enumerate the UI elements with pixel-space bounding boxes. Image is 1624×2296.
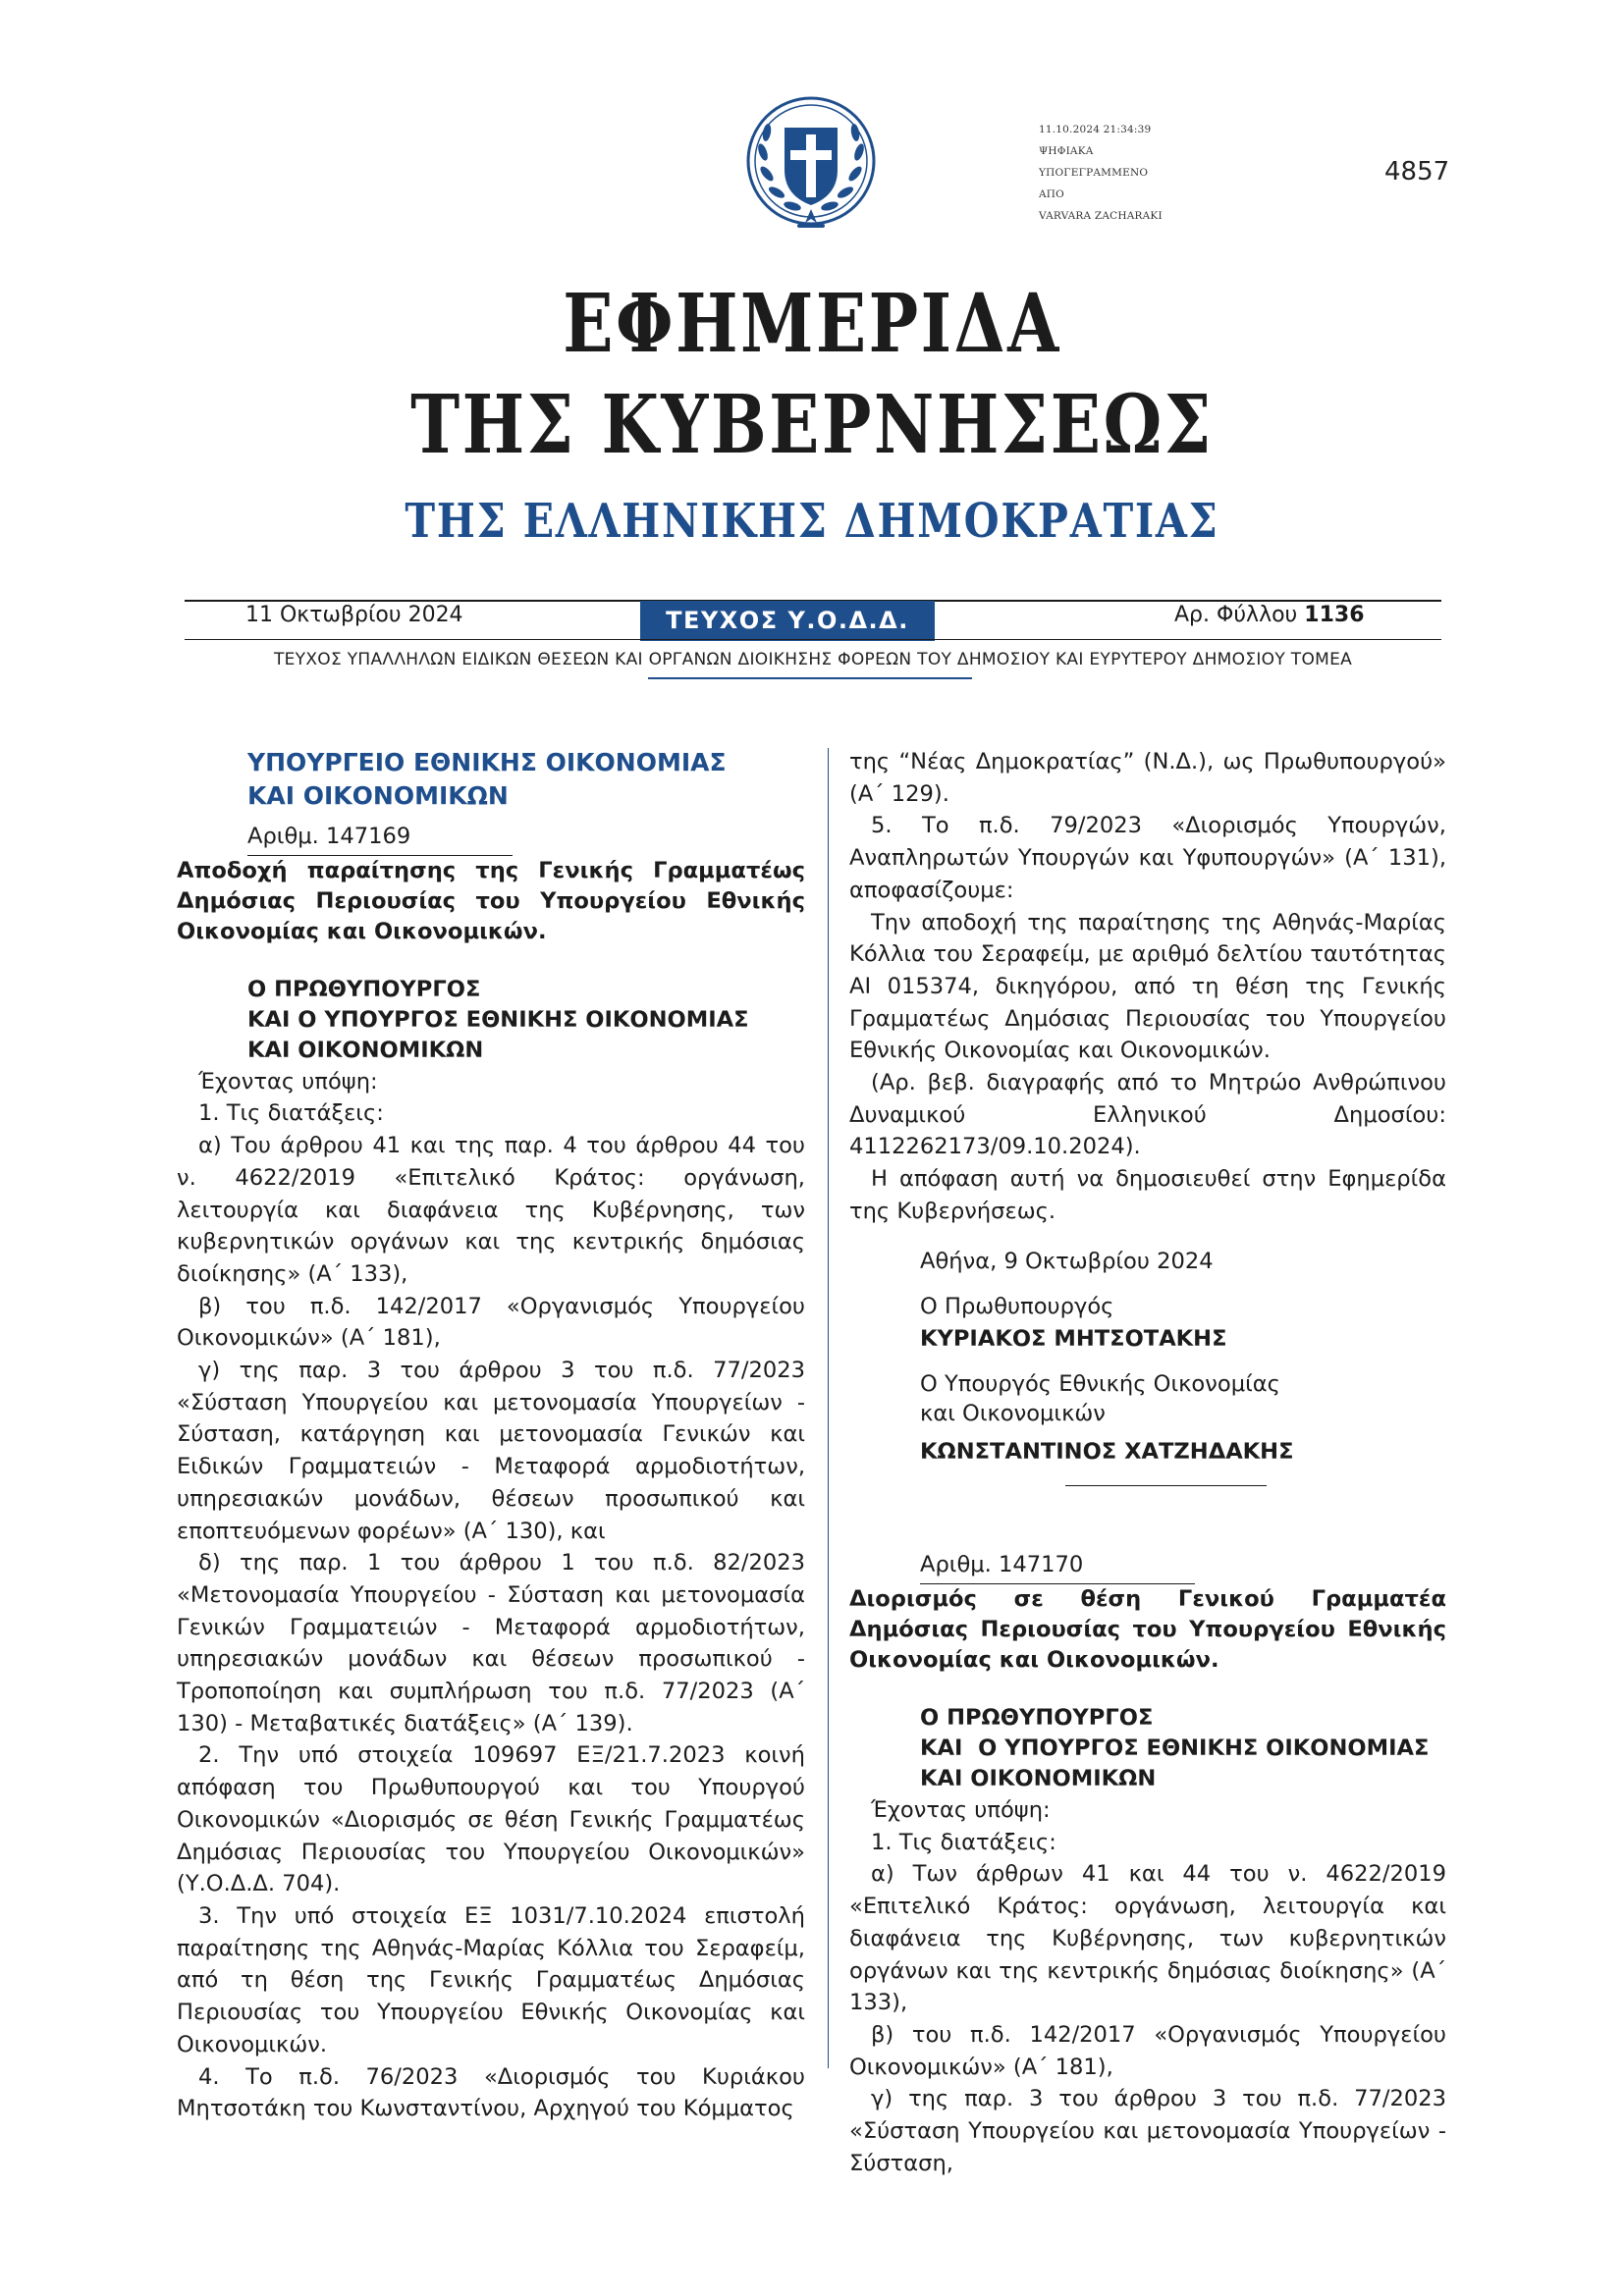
signature-signer: VARVARA ZACHARAKI [1039,210,1163,222]
paragraph: α) Των άρθρων 41 και 44 του ν. 4622/2019 «Επιτελικό Κράτος: οργάνωση, λειτουργία και διαφάνεια της Κυβέρνησης, των κυβερνητικών οργάνων και της κεντρικής δημόσιας διοίκησης» (Α΄ 133), [849,1861,1446,2016]
paragraph: γ) της παρ. 3 του άρθρου 3 του π.δ. 77/2023 «Σύσταση Υπουργείου και μετονομασία Υπουργείων - Σύσταση, [849,2086,1446,2176]
decision-title: Αποδοχή παραίτησης της Γενικής Γραμματέως Δημόσιας Περιουσίας του Υπουργείου Εθνικής Οικονομίας και Οικονομικών. [177,857,805,944]
issue-bar-bottom-rule [185,639,1441,640]
paragraph: 2. Την υπό στοιχεία 109697 ΕΞ/21.7.2023 κοινή απόφαση του Πρωθυπουργού και του Υπουργού Οικονομικών «Διορισμός σε θέση Γενικής Γραμματέως Δημόσιας Περιουσίας του Υπουργείου Οικονομικών» (Υ.Ο.Δ.Δ. 704). [177,1742,805,1897]
issue-series-band: ΤΕΥΧΟΣ Υ.Ο.Δ.Δ. [640,601,935,641]
hellenic-republic-emblem-icon [743,93,879,240]
paragraph: 5. Το π.δ. 79/2023 «Διορισμός Υπουργών, Αναπληρωτών Υπουργών και Υφυπουργών» (Α΄ 131), αποφασίζουμε: [849,813,1446,903]
signature-text-line: ΥΠΟΓΕΓΡΑΜΜΕΝΟ [1039,167,1149,179]
sheet-number [1174,603,1365,627]
authority-line: ΚΑΙ ΟΙΚΟΝΟΜΙΚΩΝ [247,1037,484,1063]
paragraph: 1. Τις διατάξεις: [871,1829,1056,1855]
paragraph: 4. Το π.δ. 76/2023 «Διορισμός του Κυριάκου Μητσοτάκη του Κωνσταντίνου, Αρχηγού του Κόμματος [177,2063,805,2122]
signature-timestamp: 11.10.2024 21:34:39 [1039,124,1152,135]
paragraph: Έχοντας υπόψη: [871,1797,1051,1824]
right-column [849,746,1446,2180]
masthead-title: ΤΗΣ ΚΥΒΕΡΝΗΣΕΩΣ [410,378,1214,472]
ministry-heading-line: ΚΑΙ ΟΙΚΟΝΟΜΙΚΩΝ [247,781,509,810]
signatory-name: ΚΥΡΙΑΚΟΣ ΜΗΤΣΟΤΑΚΗΣ [920,1325,1227,1352]
sheet-number-label: Αρ. Φύλλου [1174,603,1298,627]
issue-date: 11 Οκτωβρίου 2024 [245,603,463,627]
place-and-date: Αθήνα, 9 Οκτωβρίου 2024 [920,1248,1214,1274]
paragraph: γ) της παρ. 3 του άρθρου 3 του π.δ. 77/2023 «Σύσταση Υπουργείου και μετονομασία Υπουργείων - Σύσταση, κατάργηση και μετονομασία Γενικών και Ειδικών Γραμματειών - Μεταφορά αρμοδιοτήτων, υπηρεσιακών μονάδων, θέσεων προσωπικού και εποπτευόμενων φορέων» (Α΄ 130), και [177,1358,805,1544]
column-divider [828,748,829,2068]
authority-line: Ο ΠΡΩΘΥΠΟΥΡΓΟΣ [920,1705,1154,1732]
decision-number: Αριθμ. 147169 [247,821,513,856]
decision-title: Διορισμός σε θέση Γενικού Γραμματέα Δημόσιας Περιουσίας του Υπουργείου Εθνικής Οικονομίας και Οικονομικών. [849,1586,1446,1674]
issue-series-description: ΤΕΥΧΟΣ ΥΠΑΛΛΗΛΩΝ ΕΙΔΙΚΩΝ ΘΕΣΕΩΝ ΚΑΙ ΟΡΓΑΝΩΝ ΔΙΟΙΚΗΣΗΣ ΦΟΡΕΩΝ ΤΟΥ ΔΗΜΟΣΙΟΥ ΚΑΙ ΕΥΡΥΤΕΡΟΥ ΔΗΜΟΣΙΟΥ ΤΟΜΕΑ [273,650,1353,669]
paragraph: Έχοντας υπόψη: [198,1068,378,1095]
paragraph: 3. Την υπό στοιχεία ΕΞ 1031/7.10.2024 επιστολή παραίτησης της Αθηνάς-Μαρίας Κόλλια του Σεραφείμ, από τη θέση της Γενικής Γραμματέως Δημόσιας Περιουσίας του Υπουργείου Εθνικής Οικονομίας και Οικονομικών. [177,1902,805,2057]
paragraph: Η απόφαση αυτή να δημοσιευθεί στην Εφημερίδα της Κυβερνήσεως. [849,1166,1446,1224]
paragraph: β) του π.δ. 142/2017 «Οργανισμός Υπουργείου Οικονομικών» (Α΄ 181), [849,2021,1446,2080]
ministry-heading [247,746,805,813]
left-column [177,746,805,2125]
signatory-name: ΚΩΝΣΤΑΝΤΙΝΟΣ ΧΑΤΖΗΔΑΚΗΣ [920,1438,1294,1465]
signature-text-line: ΑΠΟ [1039,188,1064,200]
subtitle-accent-rule [648,677,972,679]
decision-separator [1065,1485,1267,1486]
authority-line: ΚΑΙ Ο ΥΠΟΥΡΓΟΣ ΕΘΝΙΚΗΣ ΟΙΚΟΝΟΜΙΑΣ [920,1735,1430,1762]
signatory-role-line: Ο Υπουργός Εθνικής Οικονομίας [920,1370,1280,1397]
paragraph: της “Νέας Δημοκρατίας” (Ν.Δ.), ως Πρωθυπουργού» (Α΄ 129). [849,749,1446,807]
authority-line: ΚΑΙ Ο ΥΠΟΥΡΓΟΣ ΕΘΝΙΚΗΣ ΟΙΚΟΝΟΜΙΑΣ [247,1006,749,1033]
issuing-authority [920,1703,1446,1794]
authority-line: Ο ΠΡΩΘΥΠΟΥΡΓΟΣ [247,976,481,1002]
paragraph: (Αρ. βεβ. διαγραφής από το Μητρώο Ανθρώπινου Δυναμικού Ελληνικού Δημοσίου: 4112262173/09.10.2024). [849,1070,1446,1160]
sheet-number-value: 1136 [1304,603,1365,627]
page-number: 4857 [1384,157,1450,187]
signatory-role: Ο Πρωθυπουργός [920,1294,1114,1320]
decision-number: Αριθμ. 147170 [920,1549,1195,1584]
digital-signature-stamp [1039,119,1235,227]
masthead-title: ΕΦΗΜΕΡΙΔΑ [563,277,1061,371]
ministry-heading-line: ΥΠΟΥΡΓΕΙΟ ΕΘΝΙΚΗΣ ΟΙΚΟΝΟΜΙΑΣ [247,748,727,776]
signature-text-line: ΨΗΦΙΑΚΑ [1039,145,1094,157]
issuing-authority [247,975,805,1066]
paragraph: α) Του άρθρου 41 και της παρ. 4 του άρθρου 44 του ν. 4622/2019 «Επιτελικό Κράτος: οργάνωση, λειτουργία και διαφάνεια της Κυβέρνησης, των κυβερνητικών οργάνων και της κεντρικής δημόσιας διοίκησης» (Α΄ 133), [177,1133,805,1287]
signatory-role [920,1369,1446,1428]
paragraph: δ) της παρ. 1 του άρθρου 1 του π.δ. 82/2023 «Μετονομασία Υπουργείου - Σύσταση και μετονομασία Γενικών Γραμματειών - Μεταφορά αρμοδιοτήτων, υπηρεσιακών μονάδων και θέσεων προσωπικού - Τροποποίηση και συμπλήρωση του π.δ. 77/2023 (Α΄ 130) - Μεταβατικές διατάξεις» (Α΄ 139). [177,1550,805,1736]
paragraph: Την αποδοχή της παραίτησης της Αθηνάς-Μαρίας Κόλλια του Σεραφείμ, με αριθμό δελτίου ταυτότητας ΑΙ 015374, δικηγόρου, από τη θέση της Γενικής Γραμματέως Δημόσιας Περιουσίας του Υπουργείου Εθνικής Οικονομίας και Οικονομικών. [849,909,1446,1064]
authority-line: ΚΑΙ ΟΙΚΟΝΟΜΙΚΩΝ [920,1766,1157,1792]
paragraph: β) του π.δ. 142/2017 «Οργανισμός Υπουργείου Οικονομικών» (Α΄ 181), [177,1293,805,1352]
masthead-subtitle: ΤΗΣ ΕΛΛΗΝΙΚΗΣ ΔΗΜΟΚΡΑΤΙΑΣ [405,494,1219,549]
paragraph: 1. Τις διατάξεις: [198,1100,384,1127]
signatory-role-line: και Οικονομικών [920,1400,1106,1426]
